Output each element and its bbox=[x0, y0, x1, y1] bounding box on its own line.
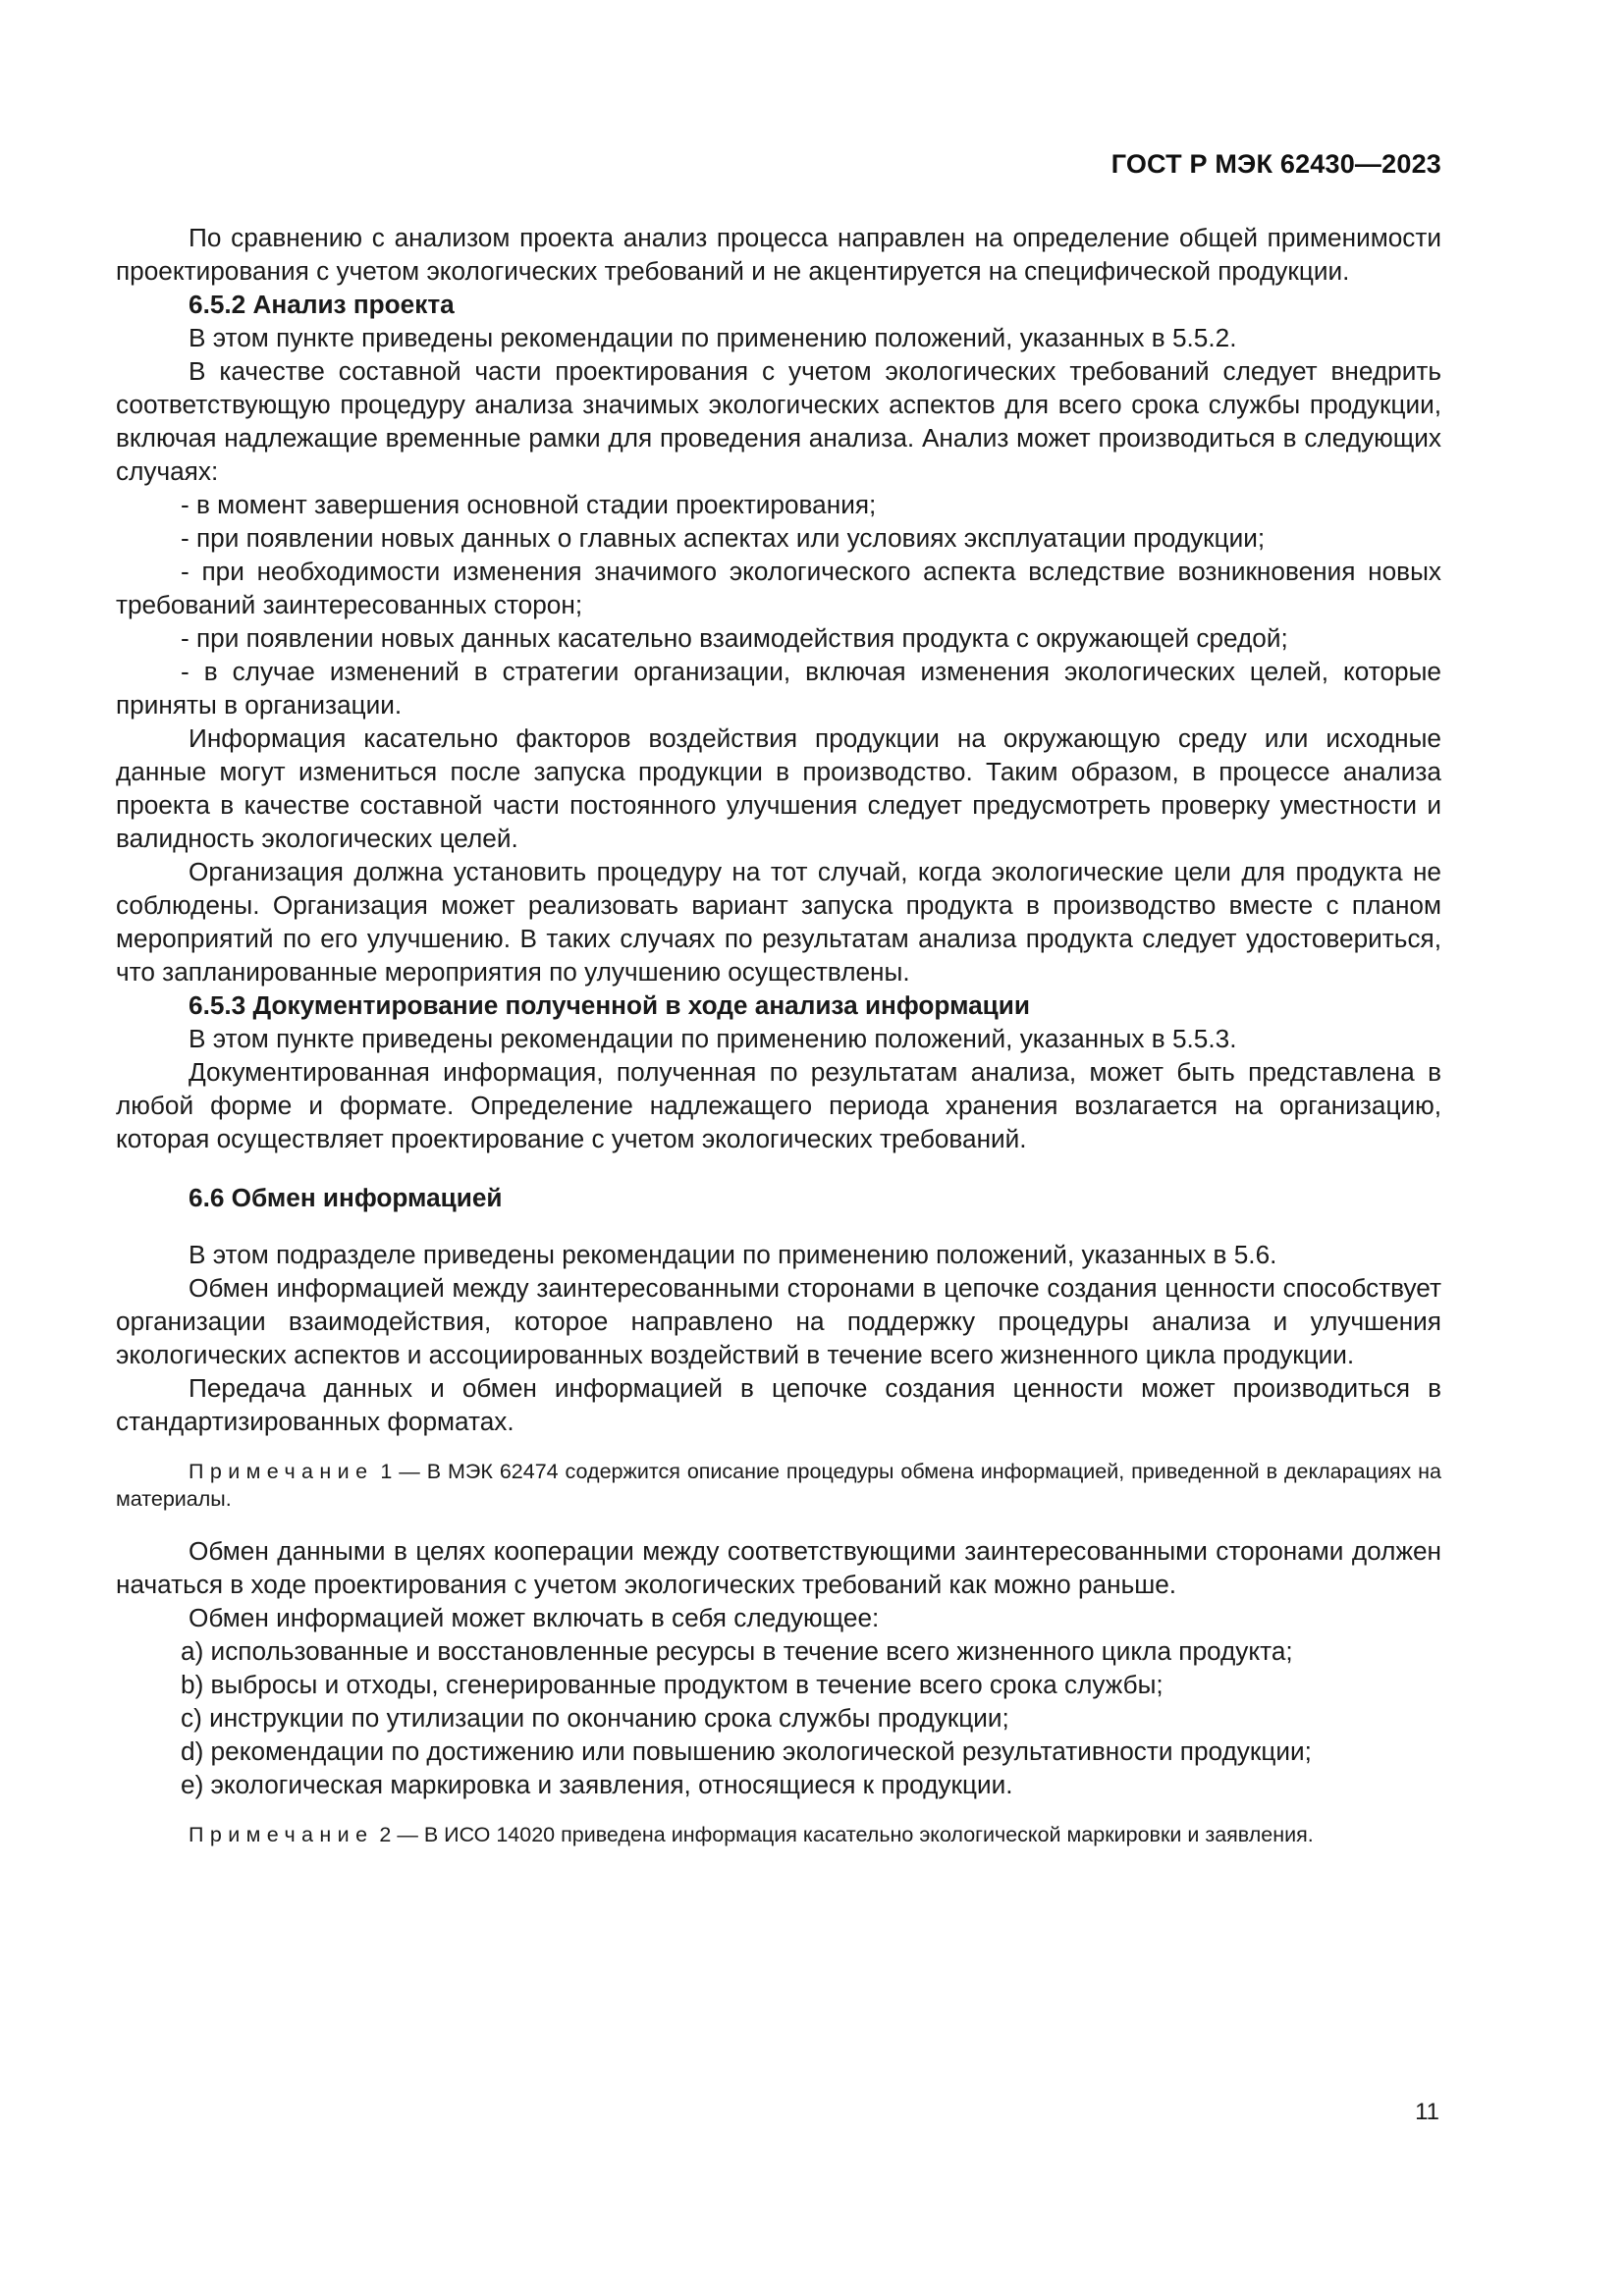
paragraph: Информация касательно факторов воздействия продукции на окружающую среду или исходные данные могут измениться после запуска продукции в производство. Таким образом, в процессе анализа проекта в качестве составной части постоянного улучшения следует предусмотреть проверку уместности и валидность экологических целей. bbox=[116, 723, 1441, 853]
section-heading-6-5-3: 6.5.3 Документирование полученной в ходе анализа информации bbox=[189, 990, 1030, 1020]
paragraph: В этом пункте приведены рекомендации по применению положений, указанных в 5.5.2. bbox=[189, 323, 1237, 352]
dash-list-item: - при необходимости изменения значимого экологического аспекта вследствие возникновения новых требований заинтересованных сторон; bbox=[116, 557, 1441, 619]
paragraph: В качестве составной части проектирования с учетом экологических требований следует внедрить соответствующую процедуру анализа значимых экологических аспектов для всего срока службы продукции, включая надлежащие временные рамки для проведения анализа. Анализ может производиться в следующих случаях: bbox=[116, 356, 1441, 486]
document-id-header: ГОСТ Р МЭК 62430—2023 bbox=[1110, 149, 1441, 179]
dash-list-item: - в случае изменений в стратегии организации, включая изменения экологических целей, которые приняты в организации. bbox=[116, 657, 1441, 720]
lettered-list bbox=[116, 1634, 1441, 1801]
lettered-list-item: e) экологическая маркировка и заявления, относящиеся к продукции. bbox=[181, 1770, 1013, 1799]
dash-list-item: - в момент завершения основной стадии проектирования; bbox=[181, 490, 877, 519]
note-text: 2 — В ИСО 14020 приведена информация касательно экологической маркировки и заявления. bbox=[373, 1823, 1314, 1846]
note-2 bbox=[116, 1821, 1441, 1848]
paragraph: Обмен информацией между заинтересованными сторонами в цепочке создания ценности способствует организации взаимодействия, которое направлено на поддержку процедуры анализа и улучшения экологических аспектов и ассоциированных воздействий в течение всего жизненного цикла продукции. bbox=[116, 1273, 1441, 1369]
dash-list-item: - при появлении новых данных о главных аспектах или условиях эксплуатации продукции; bbox=[181, 523, 1266, 553]
lettered-list-item: a) использованные и восстановленные ресурсы в течение всего жизненного цикла продукта; bbox=[181, 1636, 1293, 1666]
note-label: Примечание bbox=[189, 1823, 374, 1846]
lettered-list-item: d) рекомендации по достижению или повышению экологической результативности продукции; bbox=[181, 1736, 1312, 1766]
paragraph: Организация должна установить процедуру на тот случай, когда экологические цели для продукта не соблюдены. Организация может реализовать вариант запуска продукта в производство вместе с планом мероприятий по его улучшению. В таких случаях по результатам анализа продукта следует удостовериться, что запланированные мероприятия по улучшению осуществлены. bbox=[116, 857, 1441, 987]
lettered-list-item: c) инструкции по утилизации по окончанию срока службы продукции; bbox=[181, 1703, 1009, 1733]
paragraph: Передача данных и обмен информацией в цепочке создания ценности может производиться в стандартизированных форматах. bbox=[116, 1373, 1441, 1436]
note-1 bbox=[116, 1458, 1441, 1513]
paragraph: В этом пункте приведены рекомендации по применению положений, указанных в 5.5.3. bbox=[189, 1024, 1237, 1053]
note-text: 1 — В МЭК 62474 содержится описание процедуры обмена информацией, приведенной в декларациях на материалы. bbox=[116, 1460, 1441, 1511]
paragraph: По сравнению с анализом проекта анализ процесса направлен на определение общей применимости проектирования с учетом экологических требований и не акцентируется на специфической продукции. bbox=[116, 223, 1441, 286]
lettered-list-item: b) выбросы и отходы, сгенерированные продуктом в течение всего срока службы; bbox=[181, 1670, 1164, 1699]
note-label: Примечание bbox=[189, 1460, 374, 1483]
paragraph: Обмен данными в целях кооперации между соответствующими заинтересованными сторонами должен начаться в ходе проектирования с учетом экологических требований как можно раньше. bbox=[116, 1536, 1441, 1599]
section-heading-6-6: 6.6 Обмен информацией bbox=[189, 1183, 503, 1212]
section-heading-6-5-2: 6.5.2 Анализ проекта bbox=[189, 290, 455, 319]
paragraph: Документированная информация, полученная по результатам анализа, может быть представлена в любой форме и формате. Определение надлежащего периода хранения возлагается на организацию, которая осуществляет проектирование с учетом экологических требований. bbox=[116, 1057, 1441, 1153]
dash-list bbox=[116, 488, 1441, 721]
dash-list-item: - при появлении новых данных касательно взаимодействия продукта с окружающей средой; bbox=[181, 623, 1288, 653]
page-number: 11 bbox=[1415, 2099, 1439, 2125]
paragraph: В этом подразделе приведены рекомендации по применению положений, указанных в 5.6. bbox=[189, 1240, 1277, 1269]
paragraph: Обмен информацией может включать в себя следующее: bbox=[189, 1603, 880, 1632]
document-body bbox=[116, 221, 1441, 1870]
